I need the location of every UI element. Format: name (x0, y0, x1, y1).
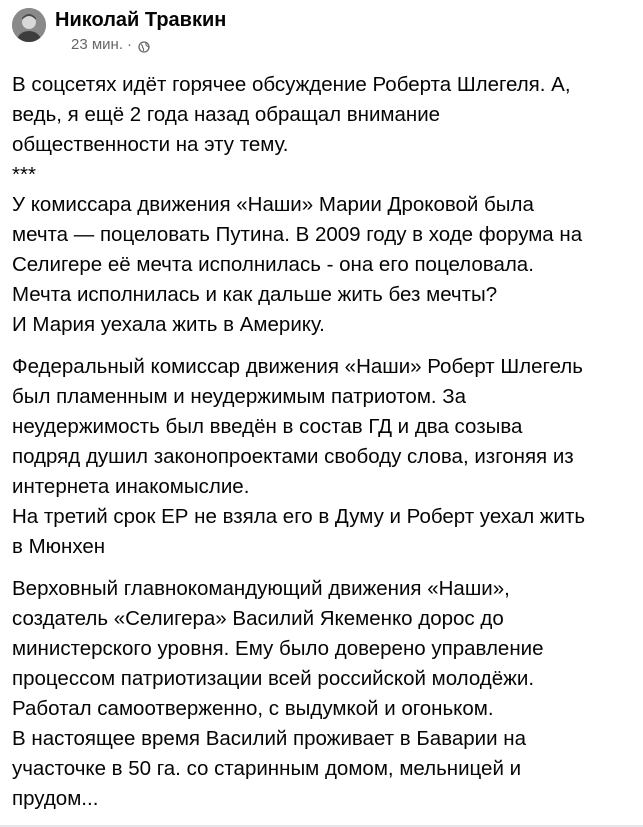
text-line: общественности на эту тему. (12, 133, 289, 156)
post-paragraph (12, 70, 638, 340)
post-header (12, 8, 226, 60)
text-line: участочке в 50 га. со старинным домом, мельницей и (12, 757, 522, 780)
text-line: прудом... (12, 787, 99, 810)
avatar[interactable] (12, 8, 46, 42)
author-name[interactable]: Николай Травкин (55, 9, 227, 31)
text-line: интернета инакомыслие. (12, 475, 250, 498)
globe-icon[interactable] (138, 40, 150, 52)
text-line: мечта — поцеловать Путина. В 2009 году в ходе форума на (12, 223, 583, 246)
post-paragraph (12, 574, 638, 814)
text-line: министерского уровня. Ему было доверено управление (12, 637, 544, 660)
text-line: На третий срок ЕР не взяла его в Думу и Роберт уехал жить (12, 505, 586, 528)
text-line: И Мария уехала жить в Америку. (12, 313, 325, 336)
text-line: Селигере её мечта исполнилась - она его поцеловала. (12, 253, 534, 276)
text-line: В настоящее время Василий проживает в Баварии на (12, 727, 526, 750)
text-line: неудержимость был введён в состав ГД и два созыва (12, 415, 523, 438)
text-line: *** (12, 163, 36, 186)
post-body (12, 70, 638, 814)
text-line: Верховный главнокомандующий движения «Наши», (12, 577, 510, 600)
text-line: Работал самоотверженно, с выдумкой и огоньком. (12, 697, 494, 720)
text-line: У комиссара движения «Наши» Марии Дроковой была (12, 193, 534, 216)
text-line: В соцсетях идёт горячее обсуждение Роберта Шлегеля. А, (12, 73, 571, 96)
post-timestamp[interactable]: 23 мин. (71, 36, 123, 53)
header-text (55, 8, 226, 54)
text-line: Федеральный комиссар движения «Наши» Роберт Шлегель (12, 355, 583, 378)
meta-separator: · (127, 36, 132, 53)
post-paragraph (12, 352, 638, 562)
text-line: подряд душил законопроектами свободу слова, изгоняя из (12, 445, 574, 468)
text-line: Мечта исполнилась и как дальше жить без мечты? (12, 283, 498, 306)
text-line: создатель «Селигера» Василий Якеменко дорос до (12, 607, 504, 630)
text-line: был пламенным и неудержимым патриотом. За (12, 385, 467, 408)
text-line: процессом патриотизации всей российской молодёжи. (12, 667, 535, 690)
post-meta (55, 36, 226, 54)
text-line: ведь, я ещё 2 года назад обращал внимание (12, 103, 441, 126)
text-line: в Мюнхен (12, 535, 106, 558)
